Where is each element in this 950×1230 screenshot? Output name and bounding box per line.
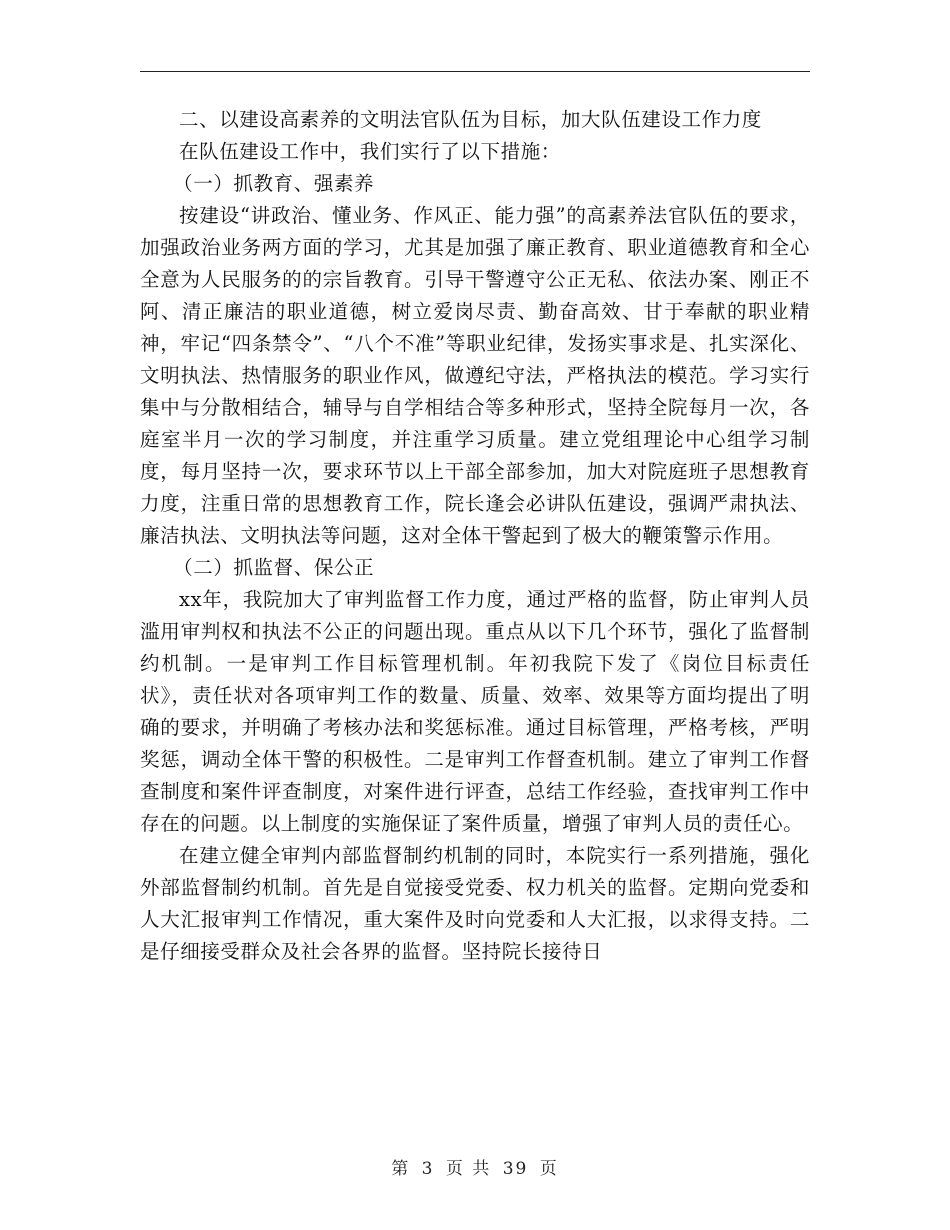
footer-prefix: 第 xyxy=(391,1159,411,1179)
footer-total-pages: 39 xyxy=(502,1159,529,1179)
footer-page-number: 3 xyxy=(421,1159,435,1179)
footer-suffix: 页 xyxy=(539,1159,559,1179)
paragraph-education: 按建设“讲政治、懂业务、作风正、能力强”的高素养法官队伍的要求，加强政治业务两方面的学习，尤其是加强了廉正教育、职业道德教育和全心全意为人民服务的的宗旨教育。引导干警遵守公正无私、依法办案、刚正不阿、清正廉洁的职业道德，树立爱岗尽责、勤奋高效、甘于奉献的职业精神，牢记“四条禁令”、“八个不准”等职业纪律，发扬实事求是、扎实深化、文明执法、热情服务的职业作风，做遵纪守法，严格执法的模范。学习实行集中与分散相结合，辅导与自学相结合等多种形式，坚持全院每月一次，各庭室半月一次的学习制度，并注重学习质量。建立党组理论中心组学习制度，每月坚持一次，要求环节以上干部全部参加，加大对院庭班子思想教育力度，注重日常的思想教育工作，院长逢会必讲队伍建设，强调严肃执法、廉洁执法、文明执法等问题，这对全体干警起到了极大的鞭策警示作用。 xyxy=(140,204,810,547)
intro-paragraph: 在队伍建设工作中，我们实行了以下措施： xyxy=(179,140,561,163)
paragraph-supervision-internal: xx年，我院加大了审判监督工作力度，通过严格的监督，防止审判人员滥用审判权和执法不公正的问题出现。重点从以下几个环节，强化了监督制约机制。一是审判工作目标管理机制。年初我院下发了《岗位目标责任状》，责任状对各项审判工作的数量、质量、效率、效果等方面均提出了明确的要求，并明确了考核办法和奖惩标准。通过目标管理，严格考核，严明奖惩，调动全体干警的积极性。二是审判工作督查机制。建立了审判工作督查制度和案件评查制度，对案件进行评查，总结工作经验，查找审判工作中存在的问题。以上制度的实施保证了案件质量，增强了审判人员的责任心。 xyxy=(140,588,810,835)
subsection-title-supervision: （二）抓监督、保公正 xyxy=(173,556,375,579)
subsection-title-education: （一）抓教育、强素养 xyxy=(173,172,375,195)
document-body xyxy=(140,104,810,968)
footer-middle: 页 共 xyxy=(445,1159,492,1179)
section-heading: 二、以建设高素养的文明法官队伍为目标，加大队伍建设工作力度 xyxy=(179,108,762,131)
page-footer xyxy=(0,1154,950,1179)
header-rule xyxy=(140,71,810,72)
paragraph-supervision-external: 在建立健全审判内部监督制约机制的同时，本院实行一系列措施，强化外部监督制约机制。首先是自觉接受党委、权力机关的监督。定期向党委和人大汇报审判工作情况，重大案件及时向党委和人大汇报，以求得支持。二是仔细接受群众及社会各界的监督。坚持院长接待日 xyxy=(140,844,810,963)
